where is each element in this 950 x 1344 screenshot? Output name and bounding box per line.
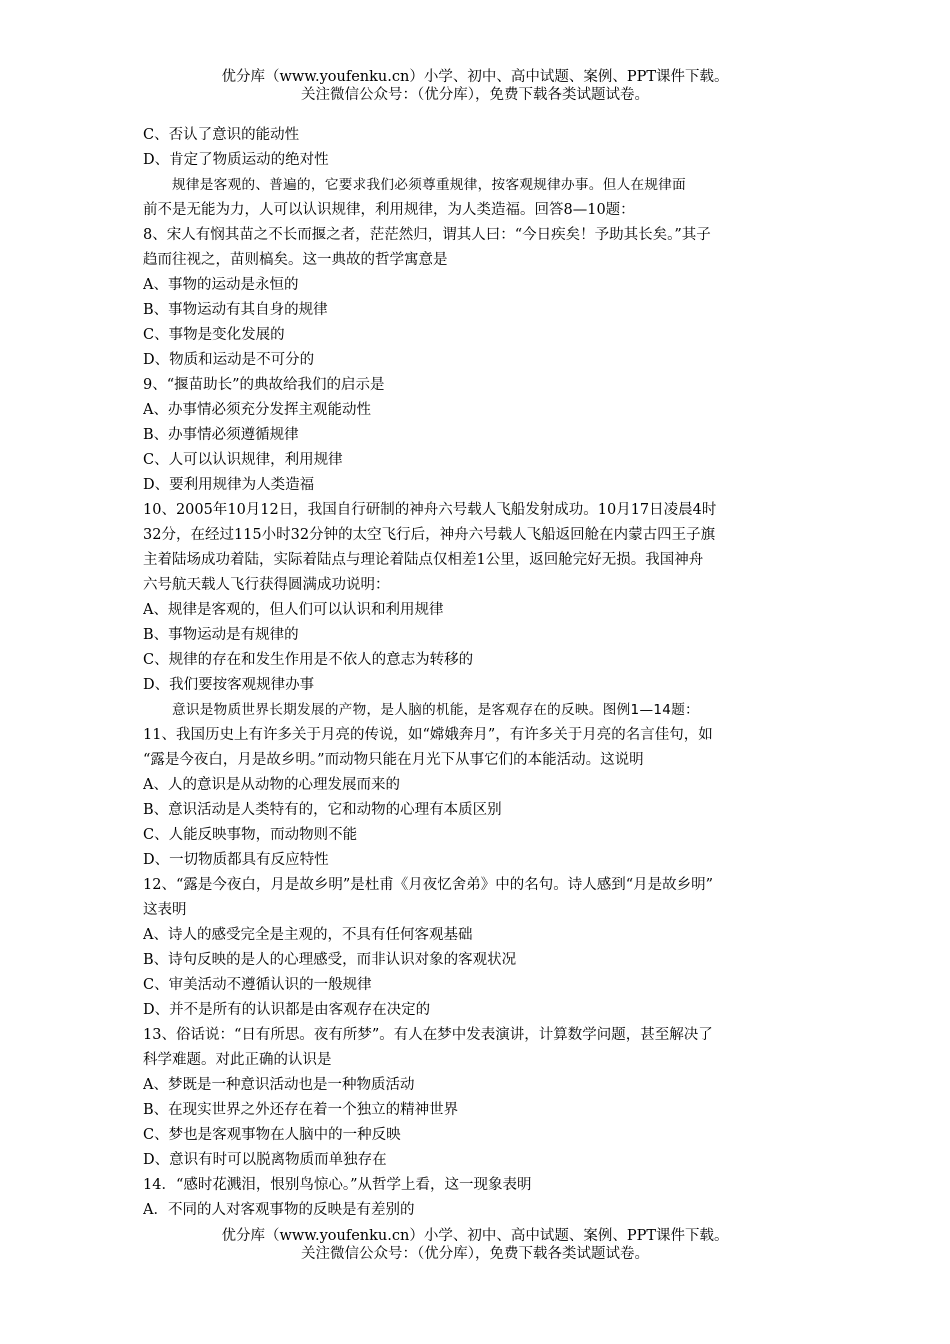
- text-line: D、肯定了物质运动的绝对性: [143, 152, 329, 168]
- text-line: A、人的意识是从动物的心理发展而来的: [143, 777, 400, 793]
- text-line: C、审美活动不遵循认识的一般规律: [143, 977, 372, 993]
- text-line: B、事物运动有其自身的规律: [143, 302, 328, 318]
- text-line: “露是今夜白，月是故乡明。”而动物只能在月光下从事它们的本能活动。这说明: [143, 752, 644, 768]
- text-line: A、规律是客观的，但人们可以认识和利用规律: [143, 602, 444, 618]
- text-line: A．不同的人对客观事物的反映是有差别的: [143, 1202, 415, 1218]
- header-line-2: 关注微信公众号：（优分库），免费下载各类试题试卷。: [301, 87, 649, 103]
- text-line: B、办事情必须遵循规律: [143, 427, 299, 443]
- text-line: 12、“露是今夜白，月是故乡明”是杜甫《月夜忆舍弟》中的名句。诗人感到“月是故乡明”: [143, 877, 714, 893]
- text-line: C、事物是变化发展的: [143, 327, 285, 343]
- text-line: 趋而往视之，苗则槁矣。这一典故的哲学寓意是: [143, 252, 448, 268]
- text-line: D、物质和运动是不可分的: [143, 352, 315, 368]
- intro-paragraph-line: 意识是物质世界长期发展的产物，是人脑的机能，是客观存在的反映。图例1—14题：: [172, 702, 700, 718]
- text-line: D、我们要按客观规律办事: [143, 677, 315, 693]
- text-line: 8、宋人有悯其苗之不长而揠之者，茫茫然归，谓其人曰：“今日疾矣！予助其长矣。”其子: [143, 227, 711, 243]
- text-line: A、事物的运动是永恒的: [143, 277, 299, 293]
- text-line: D、意识有时可以脱离物质而单独存在: [143, 1152, 387, 1168]
- text-line: D、并不是所有的认识都是由客观存在决定的: [143, 1002, 431, 1018]
- text-line: B、在现实世界之外还存在着一个独立的精神世界: [143, 1102, 459, 1118]
- text-line: 六号航天载人飞行获得圆满成功说明：: [143, 577, 390, 593]
- text-line: D、要利用规律为人类造福: [143, 477, 315, 493]
- text-line: B、诗句反映的是人的心理感受，而非认识对象的客观状况: [143, 952, 517, 968]
- text-line: C、人可以认识规律，利用规律: [143, 452, 343, 468]
- page-header: [0, 68, 950, 104]
- text-line: 32分，在经过115小时32分钟的太空飞行后，神舟六号载人飞船返回舱在内蒙古四王子旗: [143, 527, 716, 543]
- text-line: 前不是无能为力，人可以认识规律，利用规律，为人类造福。回答8—10题：: [143, 202, 635, 218]
- text-line: 这表明: [143, 902, 187, 918]
- intro-paragraph-line: 规律是客观的、普遍的，它要求我们必须尊重规律，按客观规律办事。但人在规律面: [172, 177, 687, 193]
- text-line: D、一切物质都具有反应特性: [143, 852, 329, 868]
- text-line: 9、“揠苗助长”的典故给我们的启示是: [143, 377, 385, 393]
- text-line: C、否认了意识的能动性: [143, 127, 300, 143]
- text-line: B、事物运动是有规律的: [143, 627, 299, 643]
- text-line: 10、2005年10月12日，我国自行研制的神舟六号载人飞船发射成功。10月17日凌晨4时: [143, 502, 717, 518]
- text-line: B、意识活动是人类特有的，它和动物的心理有本质区别: [143, 802, 502, 818]
- text-line: A、诗人的感受完全是主观的，不具有任何客观基础: [143, 927, 473, 943]
- text-line: C、梦也是客观事物在人脑中的一种反映: [143, 1127, 401, 1143]
- header-line-1: 优分库（www.youfenku.cn）小学、初中、高中试题、案例、PPT课件下载。: [221, 69, 729, 85]
- text-line: 科学难题。对此正确的认识是: [143, 1052, 332, 1068]
- document-body: [143, 123, 810, 1223]
- text-line: 11、我国历史上有许多关于月亮的传说，如“嫦娥奔月”，有许多关于月亮的名言佳句，如: [143, 727, 713, 743]
- text-line: A、办事情必须充分发挥主观能动性: [143, 402, 371, 418]
- text-line: 13、俗话说：“日有所思。夜有所梦”。有人在梦中发表演讲，计算数学问题，甚至解决了: [143, 1027, 713, 1043]
- footer-line-2: 关注微信公众号：（优分库），免费下载各类试题试卷。: [301, 1246, 649, 1262]
- footer-line-1: 优分库（www.youfenku.cn）小学、初中、高中试题、案例、PPT课件下载。: [221, 1228, 729, 1244]
- page-footer: [0, 1227, 950, 1263]
- text-line: 14．“感时花溅泪，恨别鸟惊心。”从哲学上看，这一现象表明: [143, 1177, 532, 1193]
- text-line: A、梦既是一种意识活动也是一种物质活动: [143, 1077, 415, 1093]
- text-line: C、人能反映事物，而动物则不能: [143, 827, 358, 843]
- text-line: 主着陆场成功着陆，实际着陆点与理论着陆点仅相差1公里，返回舱完好无损。我国神舟: [143, 552, 704, 568]
- text-line: C、规律的存在和发生作用是不依人的意志为转移的: [143, 652, 474, 668]
